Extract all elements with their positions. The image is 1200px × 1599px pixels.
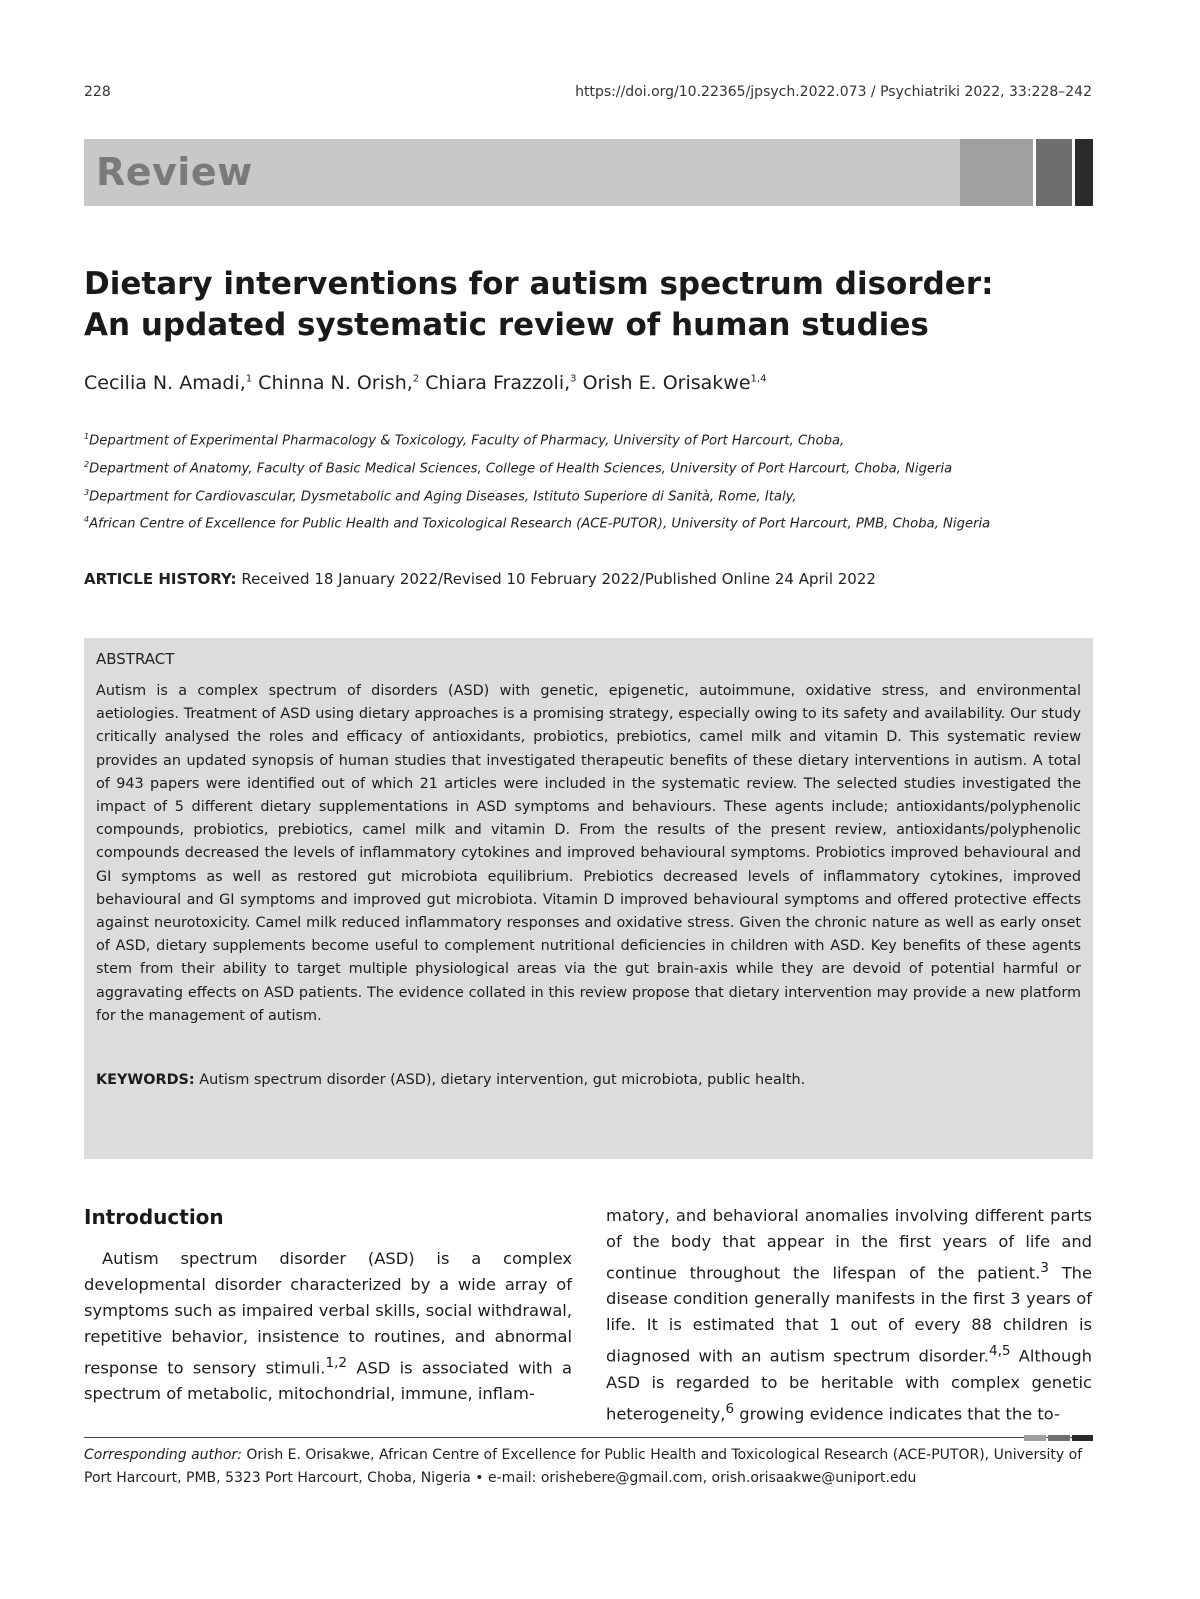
author-name: Chiara Frazzoli,: [425, 372, 571, 394]
section-label: Review: [96, 150, 253, 194]
footnote-text: Orish E. Orisakwe, African Centre of Excellence for Public Health and Toxicological Research (ACE-PUTOR), University of Port Harcourt, PMB, 5323 Port Harcourt, Choba, Nigeria • e-mail: orishebere@gmail.com, orish.orisaakwe@uniport.edu: [84, 1447, 1083, 1486]
title-line-1: Dietary interventions for autism spectrum disorder:: [84, 266, 994, 302]
corresponding-author-footnote: [84, 1444, 1094, 1490]
introduction-heading: Introduction: [84, 1205, 224, 1229]
footnote-rule: [84, 1437, 1093, 1438]
affiliation-text: Department for Cardiovascular, Dysmetabolic and Aging Diseases, Istituto Superiore di Sanità, Rome, Italy,: [89, 489, 797, 505]
history-label: ARTICLE HISTORY:: [84, 570, 237, 588]
intro-text: Autism spectrum disorder (ASD) is a complex developmental disorder characterized by a wide array of symptoms such as impaired verbal skills, social withdrawal, repetitive behavior, insistence to routines, and abnormal response to sensory stimuli.: [84, 1249, 572, 1378]
author-name: Cecilia N. Amadi,: [84, 372, 246, 394]
intro-column-right: [606, 1203, 1092, 1427]
title-line-2: An updated systematic review of human studies: [84, 307, 929, 343]
keywords-label: KEYWORDS:: [96, 1072, 195, 1088]
author-affil-sup: 3: [570, 373, 577, 385]
affiliation-1: [84, 432, 1104, 448]
affiliation-2: [84, 460, 1104, 476]
affiliation-sup: 3: [84, 488, 90, 497]
history-text: Received 18 January 2022/Revised 10 February 2022/Published Online 24 April 2022: [236, 570, 876, 588]
intro-text: The disease condition generally manifests in the first 3 years of life. It is estimated that 1 out of every 88 children is diagnosed with an autism spectrum disorder.: [606, 1263, 1092, 1366]
author-affil-sup: 2: [412, 373, 420, 385]
band-stripe-mid: [1036, 139, 1072, 206]
doi-citation[interactable]: https://doi.org/10.22365/jpsych.2022.073 / Psychiatriki 2022, 33:228–242: [575, 84, 1092, 100]
band-stripe-light: [960, 139, 1033, 206]
author-affil-sup: 1,4: [750, 373, 767, 385]
page-number: 228: [84, 84, 111, 100]
affiliation-sup: 1: [84, 432, 90, 441]
abstract-heading: ABSTRACT: [96, 650, 175, 668]
footnote-label: Corresponding author:: [84, 1447, 242, 1463]
intro-text: ASD is associated with a spectrum of metabolic, mitochondrial, immune, inflam-: [84, 1358, 572, 1404]
author-name: Orish E. Orisakwe: [582, 372, 751, 394]
affiliation-sup: 4: [84, 515, 90, 524]
footnote-bar-dark: [1072, 1435, 1093, 1441]
affiliation-3: [84, 488, 1104, 504]
footnote-bar-mid: [1048, 1435, 1070, 1441]
footnote-bar-light: [1024, 1435, 1046, 1441]
band-stripe-dark: [1075, 139, 1093, 206]
intro-text: matory, and behavioral anomalies involving different parts of the body that appear in the first years of life and continue throughout the lifespan of the patient.: [606, 1206, 1092, 1283]
intro-text: growing evidence indicates that the to-: [734, 1404, 1060, 1424]
abstract-text: Autism is a complex spectrum of disorders (ASD) with genetic, epigenetic, autoimmune, oxidative stress, and environmental aetiologies. Treatment of ASD using dietary approaches is a promising strategy, especially owing to its safety and availability. Our study critically analysed the roles and efficacy of antioxidants, probiotics, prebiotics, camel milk and vitamin D. This systematic review provides an updated synopsis of human studies that investigated therapeutic benefits of these dietary interventions in autism. A total of 943 papers were identified out of which 21 articles were included in the systematic review. The selected studies investigated the impact of 5 different dietary supplementations in ASD symptoms and behaviours. These agents include; antioxidants/polyphenolic compounds, probiotics, prebiotics, camel milk and vitamin D. From the results of the present review, antioxidants/polyphenolic compounds decreased the levels of inflammatory cytokines and improved behavioural symptoms. Probiotics improved behavioural and GI symptoms as well as restored gut microbiota equilibrium. Prebiotics decreased levels of inflammatory cytokines, improved behavioural and GI symptoms and improved gut microbiota. Vitamin D improved behavioural symptoms and offered protective effects against neurotoxicity. Camel milk reduced inflammatory responses and oxidative stress. Given the chronic nature as well as early onset of ASD, dietary supplements become useful to complement nutritional deficiencies in children with ASD. Key benefits of these agents stem from their ability to target multiple physiological areas via the gut brain-axis while they are devoid of potential harmful or aggravating effects on ASD patients. The evidence collated in this review propose that dietary intervention may provide a new platform for the management of autism.: [96, 683, 1081, 1024]
citation-ref[interactable]: 6: [725, 1400, 735, 1417]
citation-ref[interactable]: 3: [1040, 1260, 1049, 1276]
author-affil-sup: 1: [245, 373, 253, 385]
author-name: Chinna N. Orish,: [258, 372, 413, 394]
intro-column-left: [84, 1246, 572, 1407]
article-history: [84, 570, 876, 588]
affiliation-sup: 2: [84, 460, 90, 469]
keywords: [96, 1072, 805, 1088]
citation-ref[interactable]: 1,2: [325, 1355, 348, 1371]
affiliation-4: [84, 515, 1104, 531]
author-list: [84, 372, 766, 394]
affiliation-text: African Centre of Excellence for Public Health and Toxicological Research (ACE-PUTOR), University of Port Harcourt, PMB, Choba, Nigeria: [89, 516, 991, 532]
affiliation-text: Department of Experimental Pharmacology & Toxicology, Faculty of Pharmacy, University of Port Harcourt, Choba,: [89, 433, 845, 449]
citation-ref[interactable]: 4,5: [988, 1343, 1011, 1360]
keywords-text: Autism spectrum disorder (ASD), dietary intervention, gut microbiota, public health.: [194, 1072, 806, 1088]
intro-text: Although ASD is regarded to be heritable with complex genetic heterogeneity,: [606, 1346, 1092, 1424]
affiliation-text: Department of Anatomy, Faculty of Basic Medical Sciences, College of Health Sciences, University of Port Harcourt, Choba, Nigeria: [89, 461, 953, 477]
article-title: [84, 264, 1124, 346]
